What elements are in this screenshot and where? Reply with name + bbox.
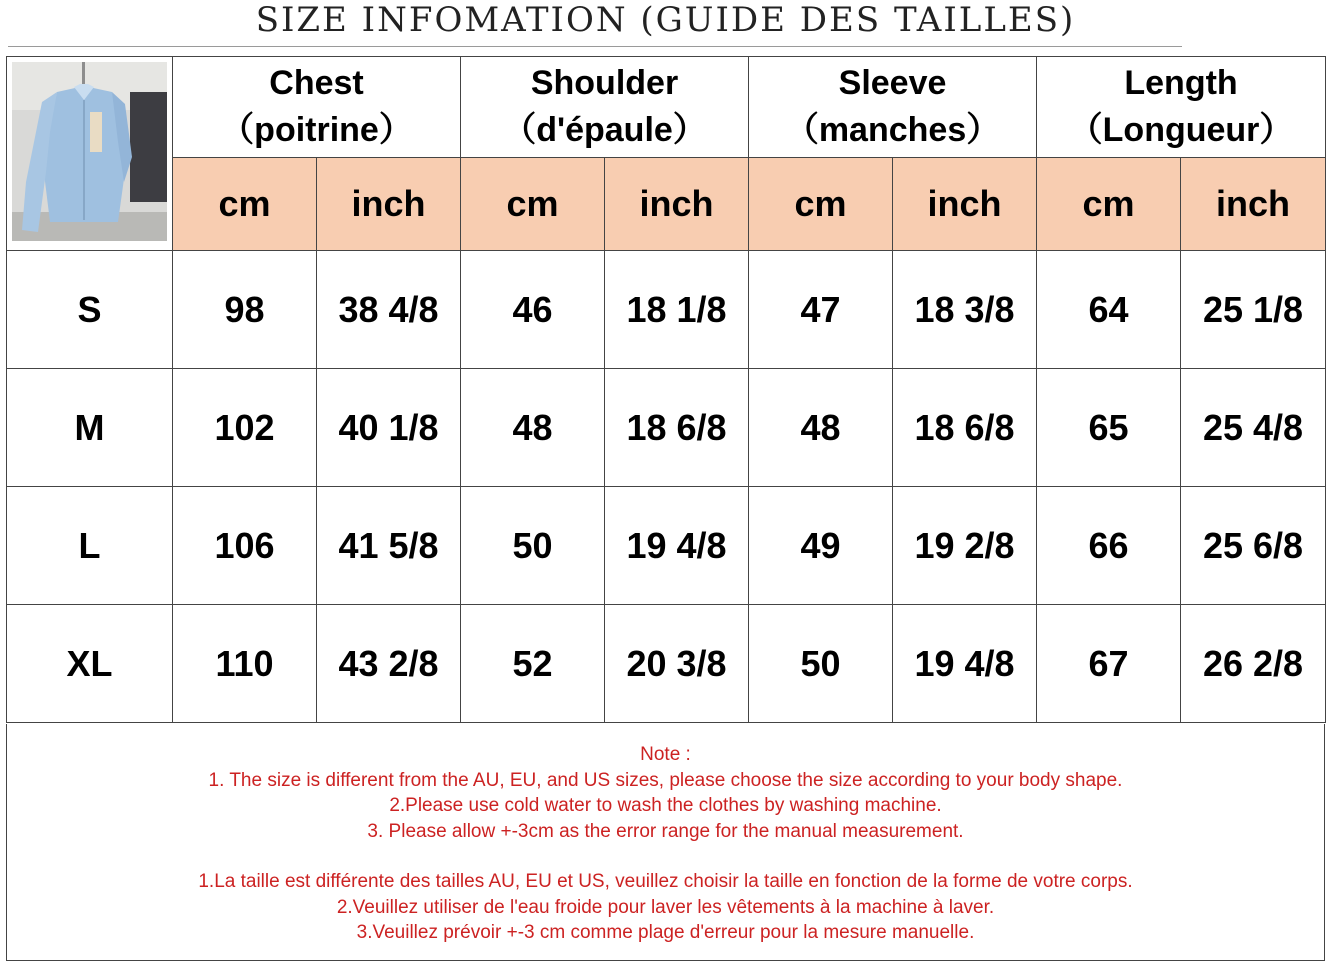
table-cell: 18 3/8 (893, 251, 1037, 369)
table-cell: 52 (461, 605, 605, 723)
table-cell: 64 (1037, 251, 1181, 369)
table-cell: 26 2/8 (1181, 605, 1326, 723)
note-line-en: 1. The size is different from the AU, EU, and US sizes, please choose the size according to your body shape. (208, 769, 1123, 791)
unit-header-cell: inch (1181, 158, 1326, 251)
notes-spacer (7, 844, 1324, 869)
unit-header-cell: inch (893, 158, 1037, 251)
unit-header-cell: cm (173, 158, 317, 251)
table-cell: 43 2/8 (317, 605, 461, 723)
unit-header-cell: cm (1037, 158, 1181, 251)
note-line-en: 3. Please allow +-3cm as the error range for the manual measurement. (367, 820, 964, 842)
table-cell: 50 (461, 487, 605, 605)
table-cell: 106 (173, 487, 317, 605)
sleeve-group-header: Sleeve （manches） (749, 57, 1037, 158)
table-cell: 25 6/8 (1181, 487, 1326, 605)
table-cell: 40 1/8 (317, 369, 461, 487)
measurement-group-header-row (7, 57, 1326, 158)
table-cell: 25 4/8 (1181, 369, 1326, 487)
notes-panel (6, 724, 1325, 961)
table-cell: 41 5/8 (317, 487, 461, 605)
unit-header-cell: cm (749, 158, 893, 251)
table-row (7, 369, 1326, 487)
table-cell: 38 4/8 (317, 251, 461, 369)
table-cell: 47 (749, 251, 893, 369)
table-cell: 102 (173, 369, 317, 487)
size-label: M (7, 369, 173, 487)
table-row (7, 251, 1326, 369)
table-cell: 18 6/8 (893, 369, 1037, 487)
note-line-fr: 2.Veuillez utiliser de l'eau froide pour laver les vêtements à la machine à laver. (336, 896, 995, 918)
notes-heading: Note : (640, 744, 691, 765)
size-chart-table (6, 56, 1326, 723)
length-group-header: Length （Longueur） (1037, 57, 1326, 158)
table-cell: 19 2/8 (893, 487, 1037, 605)
unit-header-row (7, 158, 1326, 251)
product-photo-cell (7, 57, 173, 251)
note-line-fr: 3.Veuillez prévoir +-3 cm comme plage d'erreur pour la mesure manuelle. (356, 922, 975, 943)
shirt-photo-icon (12, 62, 167, 241)
table-cell: 110 (173, 605, 317, 723)
table-cell: 19 4/8 (893, 605, 1037, 723)
unit-header-cell: inch (605, 158, 749, 251)
table-cell: 18 6/8 (605, 369, 749, 487)
size-label: XL (7, 605, 173, 723)
note-line-fr: 1.La taille est différente des tailles AU, EU et US, veuillez choisir la taille en fonction de la forme de votre corps. (198, 871, 1133, 892)
size-label: L (7, 487, 173, 605)
title-divider (8, 46, 1182, 47)
unit-header-cell: cm (461, 158, 605, 251)
unit-header-cell: inch (317, 158, 461, 251)
table-cell: 66 (1037, 487, 1181, 605)
table-row (7, 605, 1326, 723)
table-cell: 20 3/8 (605, 605, 749, 723)
table-cell: 46 (461, 251, 605, 369)
table-cell: 48 (461, 369, 605, 487)
note-line-en: 2.Please use cold water to wash the clothes by washing machine. (389, 795, 942, 816)
table-cell: 67 (1037, 605, 1181, 723)
table-cell: 65 (1037, 369, 1181, 487)
chest-group-header: Chest （poitrine） (173, 57, 461, 158)
table-row (7, 487, 1326, 605)
table-cell: 18 1/8 (605, 251, 749, 369)
table-cell: 25 1/8 (1181, 251, 1326, 369)
table-cell: 98 (173, 251, 317, 369)
table-cell: 49 (749, 487, 893, 605)
table-cell: 19 4/8 (605, 487, 749, 605)
page-title: SIZE INFOMATION (GUIDE DES TAILLES) (255, 0, 1076, 40)
table-cell: 50 (749, 605, 893, 723)
table-cell: 48 (749, 369, 893, 487)
size-label: S (7, 251, 173, 369)
shoulder-group-header: Shoulder （d'épaule） (461, 57, 749, 158)
